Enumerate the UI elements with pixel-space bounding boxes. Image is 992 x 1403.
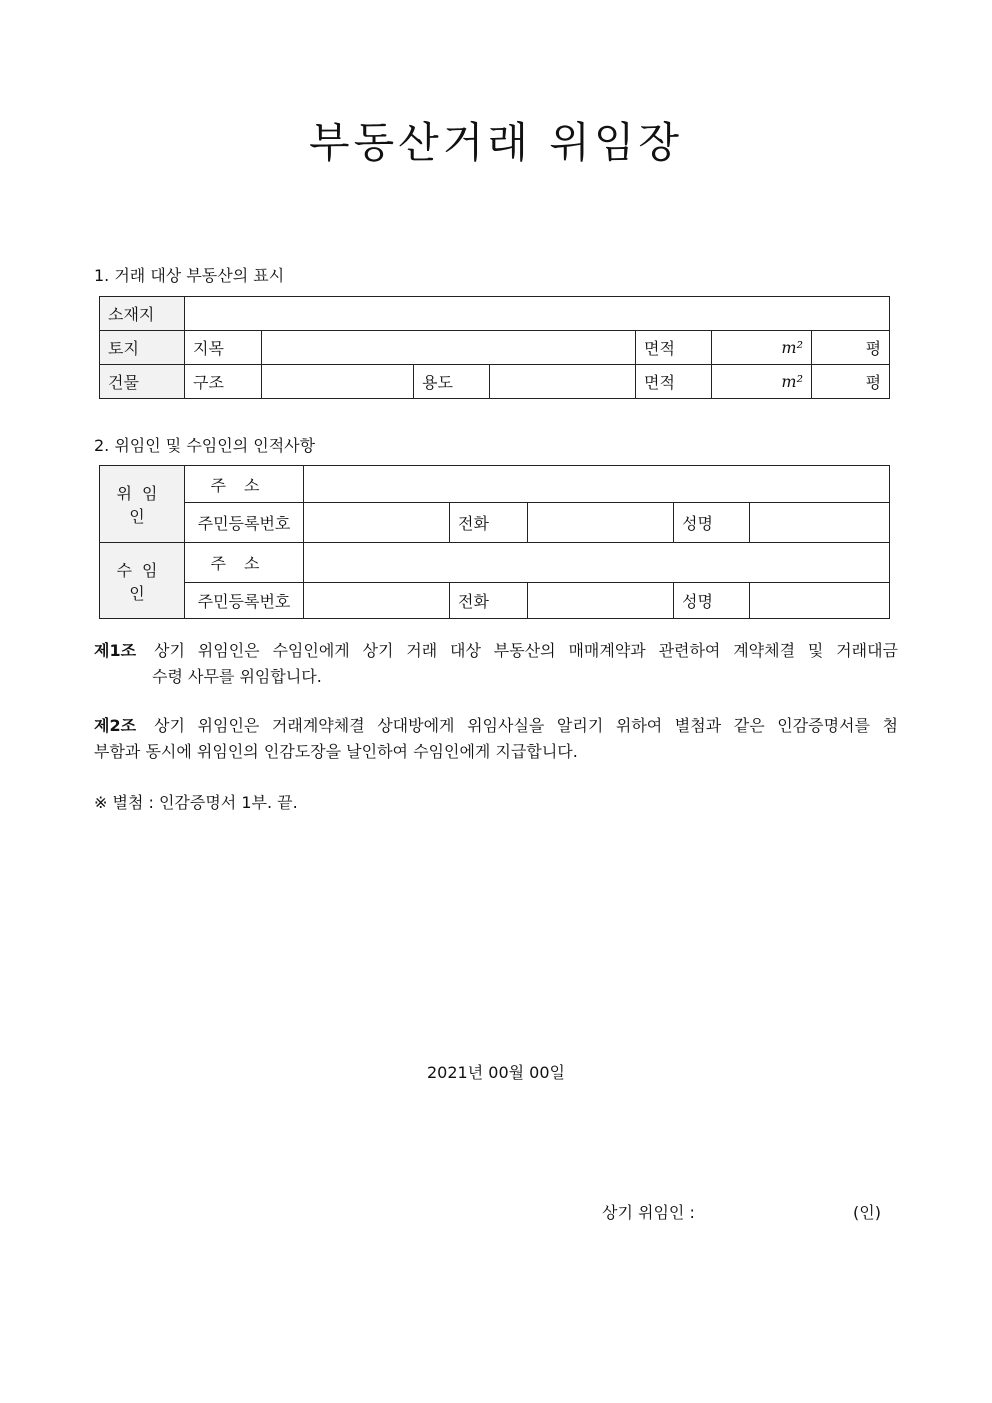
article-2-line-2: 부함과 동시에 위임인의 인감도장을 날인하여 수임인에게 지급합니다. <box>94 742 578 761</box>
article-2 <box>94 713 898 739</box>
table-row <box>100 543 890 583</box>
document-date: 2021년 00월 00일 <box>427 1063 565 1082</box>
delegator-id-label: 주민등록번호 <box>185 503 304 543</box>
location-label: 소재지 <box>100 297 185 331</box>
land-type-field[interactable] <box>262 331 636 365</box>
delegate-id-label: 주민등록번호 <box>185 583 304 619</box>
section-2-heading: 2. 위임인 및 수임인의 인적사항 <box>94 436 316 455</box>
delegator-phone-label: 전화 <box>450 503 528 543</box>
building-area-label: 면적 <box>636 365 712 399</box>
delegator-name-field[interactable] <box>750 503 890 543</box>
use-label: 용도 <box>414 365 490 399</box>
article-2-line-1: 상기 위임인은 거래계약체결 상대방에게 위임사실을 알리기 위하여 별첨과 같은 인감증명서를 첨 <box>154 716 898 735</box>
delegate-name-field[interactable] <box>750 583 890 619</box>
property-table <box>99 296 890 399</box>
land-area-sqm-field[interactable] <box>712 331 812 365</box>
article-1-line-1: 상기 위임인은 수임인에게 상기 거래 대상 부동산의 매매계약과 관련하여 계약체결 및 거래대금 <box>154 641 898 660</box>
building-label: 건물 <box>100 365 185 399</box>
structure-field[interactable] <box>262 365 414 399</box>
section-1-heading: 1. 거래 대상 부동산의 표시 <box>94 266 285 285</box>
delegate-address-label: 주소 <box>185 543 304 583</box>
attachment-note: ※ 별첨 : 인감증명서 1부. 끝. <box>94 793 298 812</box>
seal-mark: (인) <box>853 1203 881 1222</box>
structure-label: 구조 <box>185 365 262 399</box>
delegator-address-label: 주소 <box>185 466 304 503</box>
delegate-label: 수임인 <box>100 543 185 619</box>
table-row <box>100 365 890 399</box>
building-area-pyeong-field[interactable] <box>812 365 890 399</box>
land-area-label: 면적 <box>636 331 712 365</box>
persons-table <box>99 465 890 619</box>
land-label: 토지 <box>100 331 185 365</box>
delegate-phone-field[interactable] <box>528 583 674 619</box>
table-row <box>100 331 890 365</box>
delegator-phone-field[interactable] <box>528 503 674 543</box>
delegator-label: 위임인 <box>100 466 185 543</box>
location-field[interactable] <box>185 297 890 331</box>
use-field[interactable] <box>490 365 636 399</box>
table-row <box>100 583 890 619</box>
table-row <box>100 466 890 503</box>
land-type-label: 지목 <box>185 331 262 365</box>
signature-label: 상기 위임인 : <box>602 1203 695 1222</box>
sqm-unit: m² <box>781 338 803 357</box>
article-1-line-2: 수령 사무를 위임합니다. <box>152 667 322 686</box>
land-area-pyeong-field[interactable] <box>812 331 890 365</box>
article-1 <box>94 638 898 690</box>
building-area-sqm-field[interactable] <box>712 365 812 399</box>
document-title: 부동산거래 위임장 <box>309 118 683 167</box>
delegator-address-field[interactable] <box>304 466 890 503</box>
delegate-phone-label: 전화 <box>450 583 528 619</box>
sqm-unit: m² <box>781 372 803 391</box>
pyeong-unit: 평 <box>865 373 882 392</box>
pyeong-unit: 평 <box>865 339 882 358</box>
article-2-label: 제2조 <box>94 716 137 735</box>
delegator-name-label: 성명 <box>674 503 750 543</box>
delegator-id-field[interactable] <box>304 503 450 543</box>
delegate-name-label: 성명 <box>674 583 750 619</box>
delegate-id-field[interactable] <box>304 583 450 619</box>
table-row <box>100 503 890 543</box>
delegate-address-field[interactable] <box>304 543 890 583</box>
table-row <box>100 297 890 331</box>
article-1-label: 제1조 <box>94 641 137 660</box>
